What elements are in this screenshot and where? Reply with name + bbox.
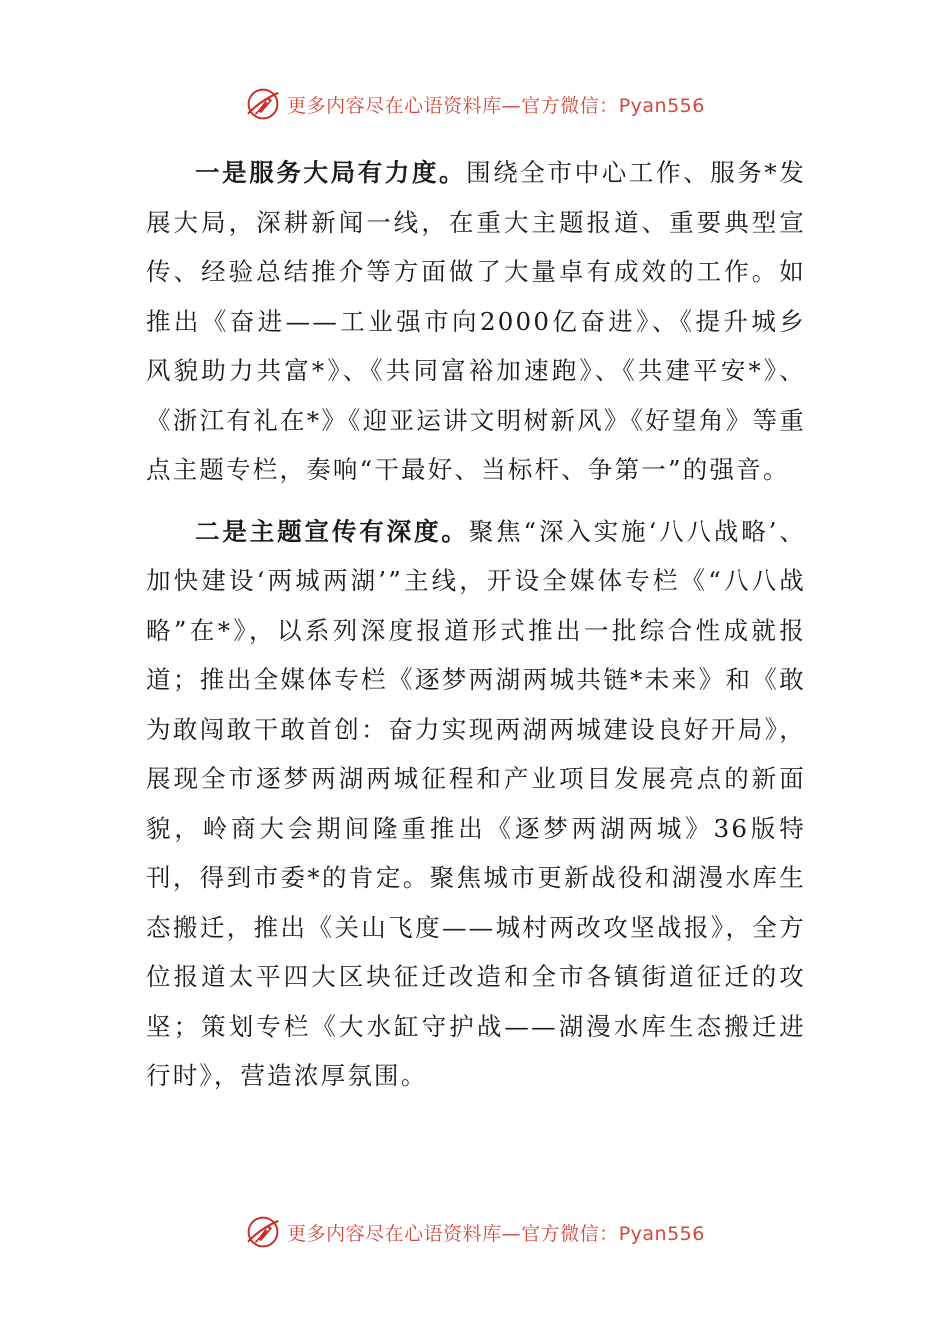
paragraph-1 [146, 148, 806, 495]
header-banner [0, 82, 950, 126]
banner-separator: — [501, 94, 522, 117]
banner-separator: — [501, 1222, 522, 1245]
banner-text [287, 91, 705, 118]
paragraph-1-lead: 一是服务大局有力度。 [195, 158, 467, 187]
banner-title: 更多内容尽在心语资料库 [287, 1222, 502, 1245]
banner-wechat-id: Pyan556 [618, 94, 705, 117]
paragraph-2 [146, 507, 806, 1101]
banner-title: 更多内容尽在心语资料库 [287, 94, 502, 117]
paragraph-2-body: 聚焦“深入实施‘八八战略’、加快建设‘两城两湖’”主线，开设全媒体专栏《“八八战略”在*》，以系列深度报道形式推出一批综合性成就报道；推出全媒体专栏《逐梦两湖两城共链*未来》和《敢为敢闯敢干敢首创：奋力实现两湖两城建设良好开局》，展现全市逐梦两湖两城征程和产业项目发展亮点的新面貌，岭商大会期间隆重推出《逐梦两湖两城》36版特刊，得到市委*的肯定。聚焦城市更新战役和湖漫水库生态搬迁，推出《关山飞度——城村两改攻坚战报》，全方位报道太平四大区块征迁改造和全市各镇街道征迁的攻坚；策划专栏《大水缸守护战——湖漫水库生态搬迁进行时》，营造浓厚氛围。 [146, 516, 806, 1090]
banner-wechat-label: 官方微信： [521, 1222, 619, 1245]
document-body [146, 148, 806, 1113]
banner-text [287, 1219, 705, 1246]
pen-nib-logo-icon [245, 86, 281, 122]
pen-nib-logo-icon [245, 1214, 281, 1250]
banner-wechat-id: Pyan556 [618, 1222, 705, 1245]
paragraph-1-body: 围绕全市中心工作、服务*发展大局，深耕新闻一线，在重大主题报道、重要典型宣传、经验总结推介等方面做了大量卓有成效的工作。如推出《奋进——工业强市向2000亿奋进》、《提升城乡风貌助力共富*》、《共同富裕加速跑》、《共建平安*》、《浙江有礼在*》《迎亚运讲文明树新风》《好望角》等重点主题专栏，奏响“干最好、当标杆、争第一”的强音。 [146, 158, 806, 484]
paragraph-2-lead: 二是主题宣传有深度。 [195, 516, 469, 546]
banner-wechat-label: 官方微信： [521, 94, 619, 117]
footer-banner [0, 1210, 950, 1254]
